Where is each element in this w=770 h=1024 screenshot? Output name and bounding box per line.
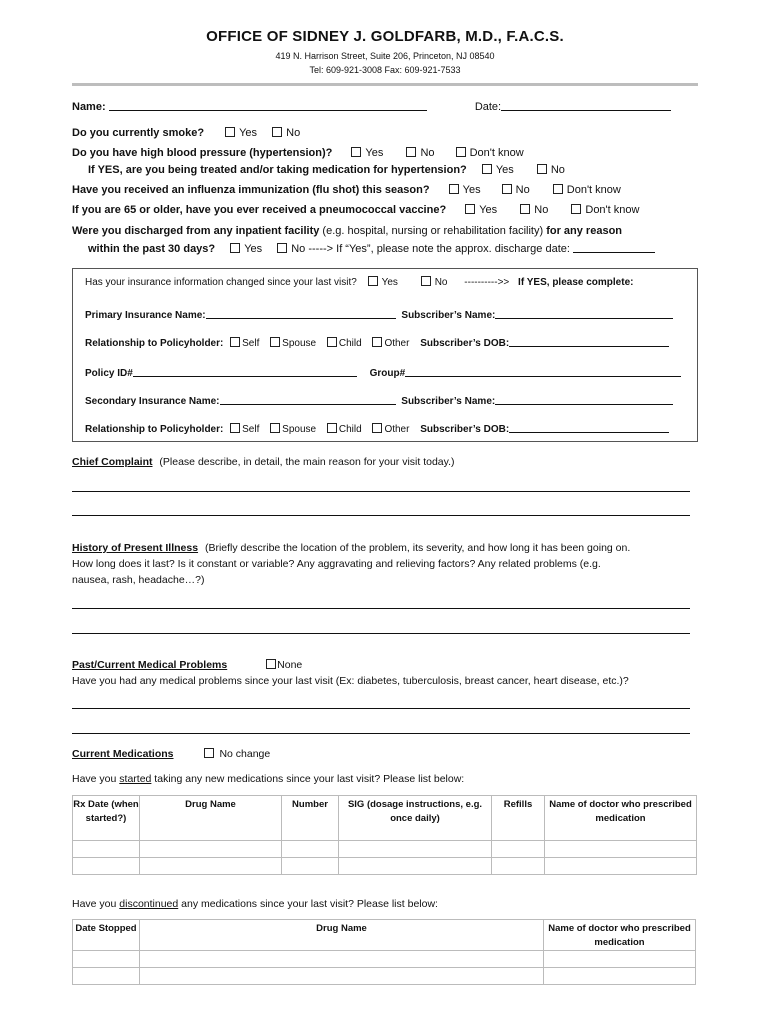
pmh-none-checkbox[interactable]: [266, 659, 276, 669]
pmh-title: Past/Current Medical Problems: [72, 659, 228, 671]
meds-started-post: taking any new medications since your last visit? Please list below:: [151, 773, 465, 785]
subscriber-dob-field[interactable]: [509, 336, 669, 347]
chief-complaint-line-1[interactable]: [72, 491, 690, 492]
flu-yes-checkbox[interactable]: [449, 184, 459, 194]
subscriber-name-label: Subscriber’s Name:: [401, 310, 496, 321]
header-divider: [72, 83, 698, 86]
insurance-section: [72, 268, 698, 442]
bp-dont-know-label: Don't know: [469, 147, 524, 159]
insurance-changed-no-label: No: [434, 277, 448, 288]
secondary-subscriber-name-label: Subscriber’s Name:: [401, 396, 496, 407]
discontinued-medications-table: [72, 919, 696, 985]
insurance-changed-yes-label: Yes: [381, 277, 398, 288]
meds-started-pre: Have you: [72, 773, 120, 785]
smoke-yes-checkbox[interactable]: [225, 127, 235, 137]
col-sig: SIG (dosage instructions, e.g. once daily): [339, 796, 492, 841]
subscriber-name-field[interactable]: [495, 308, 673, 319]
name-field[interactable]: [109, 100, 427, 111]
meds-title: Current Medications: [72, 748, 174, 760]
started-medications-table: [72, 795, 697, 875]
pneumo-no-label: No: [534, 204, 549, 216]
rel-other-checkbox[interactable]: [372, 337, 382, 347]
hpi-title: History of Present Illness: [72, 542, 199, 554]
bp-meds-question: If YES, are you being treated and/or taking medication for hypertension?: [88, 164, 467, 176]
primary-insurance-row: [85, 308, 673, 321]
bp-meds-yes-label: Yes: [495, 164, 514, 176]
meds-no-change-label: No change: [219, 748, 271, 760]
col-refills: Refills: [492, 796, 545, 841]
relationship-row-secondary: [85, 422, 669, 435]
hpi-desc-3: nausea, rash, headache…?): [72, 574, 205, 586]
flu-yes-label: Yes: [462, 184, 481, 196]
meds-started-question: [72, 773, 464, 785]
meds-disc-pre: Have you: [72, 898, 120, 910]
rel2-child-label: Child: [338, 424, 362, 435]
insurance-changed-row: [85, 276, 633, 288]
subscriber-dob-label-secondary: Subscriber’s DOB:: [420, 424, 510, 435]
rel-child-checkbox[interactable]: [327, 337, 337, 347]
hpi-line-1[interactable]: [72, 608, 690, 609]
insurance-if-yes: If YES, please complete:: [518, 277, 634, 288]
insurance-changed-no-checkbox[interactable]: [421, 276, 431, 286]
secondary-insurance-label: Secondary Insurance Name:: [85, 396, 220, 407]
pneumo-question: If you are 65 or older, have you ever received a pneumococcal vaccine?: [72, 204, 447, 216]
bp-yes-checkbox[interactable]: [351, 147, 361, 157]
inpatient-question-example: (e.g. hospital, nursing or rehabilitation facility): [319, 225, 547, 237]
inpatient-question-end: for any reason: [546, 225, 623, 237]
pmh-question: Have you had any medical problems since your last visit (Ex: diabetes, tuberculosis, breast cancer, heart disease, etc.)?: [72, 675, 629, 687]
pneumo-yes-label: Yes: [479, 204, 498, 216]
col-disc-doctor: Name of doctor who prescribed medication: [544, 920, 696, 951]
date-label: Date:: [474, 101, 502, 113]
col-date-stopped: Date Stopped: [73, 920, 140, 951]
table-row[interactable]: [73, 968, 696, 985]
smoke-question-row: [72, 127, 300, 139]
bp-meds-no-label: No: [550, 164, 565, 176]
chief-complaint-heading: [72, 456, 455, 468]
subscriber-dob-field-secondary[interactable]: [509, 422, 669, 433]
policy-id-field[interactable]: [133, 366, 357, 377]
meds-discontinued-question: [72, 898, 438, 910]
smoke-no-checkbox[interactable]: [272, 127, 282, 137]
flu-question: Have you received an influenza immunization (flu shot) this season?: [72, 184, 430, 196]
secondary-subscriber-name-field[interactable]: [495, 394, 673, 405]
insurance-changed-yes-checkbox[interactable]: [368, 276, 378, 286]
col-rx-date: Rx Date (when started?): [73, 796, 140, 841]
bp-dont-know-checkbox[interactable]: [456, 147, 466, 157]
col-number: Number: [282, 796, 339, 841]
rel2-child-checkbox[interactable]: [327, 423, 337, 433]
meds-heading: [72, 748, 270, 760]
rel-spouse-checkbox[interactable]: [270, 337, 280, 347]
group-field[interactable]: [405, 366, 681, 377]
flu-no-checkbox[interactable]: [502, 184, 512, 194]
bp-yes-label: Yes: [365, 147, 384, 159]
inpatient-question-row-2: [88, 242, 655, 255]
pneumo-yes-checkbox[interactable]: [465, 204, 475, 214]
rel-self-checkbox[interactable]: [230, 337, 240, 347]
inpatient-question-row: [72, 225, 622, 237]
relationship-label: Relationship to Policyholder:: [85, 338, 224, 349]
insurance-changed-question: Has your insurance information changed since your last visit?: [85, 277, 357, 288]
pneumo-dont-know-checkbox[interactable]: [571, 204, 581, 214]
secondary-insurance-row: [85, 394, 673, 407]
bp-question-row: [72, 147, 524, 159]
primary-insurance-label: Primary Insurance Name:: [85, 310, 206, 321]
bp-meds-yes-checkbox[interactable]: [482, 164, 492, 174]
bp-meds-question-row: [88, 164, 565, 176]
rel-child-label: Child: [338, 338, 362, 349]
col-disc-drug-name: Drug Name: [140, 920, 544, 951]
office-address: 419 N. Harrison Street, Suite 206, Princeton, NJ 08540: [275, 51, 495, 61]
pmh-none-label: None: [277, 659, 303, 671]
smoke-question: Do you currently smoke?: [72, 127, 205, 139]
rel2-other-label: Other: [384, 424, 410, 435]
flu-no-label: No: [515, 184, 530, 196]
group-label: Group#: [369, 368, 406, 379]
inpatient-no-checkbox[interactable]: [277, 243, 287, 253]
flu-dont-know-label: Don't know: [566, 184, 621, 196]
table-row[interactable]: [73, 951, 696, 968]
table-header-row: [73, 796, 697, 841]
hpi-heading: [72, 542, 630, 554]
col-drug-name: Drug Name: [140, 796, 282, 841]
table-header-row: [73, 920, 696, 951]
inpatient-yes-checkbox[interactable]: [230, 243, 240, 253]
smoke-yes-label: Yes: [239, 127, 258, 139]
secondary-insurance-field[interactable]: [220, 394, 396, 405]
name-label: Name:: [72, 101, 106, 113]
subscriber-dob-label: Subscriber’s DOB:: [420, 338, 510, 349]
relationship-label-secondary: Relationship to Policyholder:: [85, 424, 224, 435]
flu-question-row: [72, 184, 621, 196]
primary-insurance-field[interactable]: [206, 308, 396, 319]
inpatient-no-label: No: [291, 243, 306, 255]
meds-disc-word: discontinued: [119, 898, 179, 910]
pmh-heading: [72, 659, 302, 671]
bp-no-checkbox[interactable]: [406, 147, 416, 157]
col-prescribing-doctor: Name of doctor who prescribed medication: [545, 796, 697, 841]
rel2-other-checkbox[interactable]: [372, 423, 382, 433]
hpi-desc-2: How long does it last? Is it constant or variable? Any aggravating and relieving factors? Any related problems (e.g.: [72, 558, 601, 570]
inpatient-question-period: within the past 30 days?: [88, 243, 216, 255]
bp-meds-no-checkbox[interactable]: [537, 164, 547, 174]
chief-complaint-desc: (Please describe, in detail, the main reason for your visit today.): [159, 456, 455, 468]
rel-spouse-label: Spouse: [282, 338, 317, 349]
pneumo-no-checkbox[interactable]: [520, 204, 530, 214]
hpi-line-2[interactable]: [72, 633, 690, 634]
office-phone: Tel: 609-921-3008 Fax: 609-921-7533: [309, 65, 461, 75]
meds-started-word: started: [119, 773, 152, 785]
pneumo-dont-know-label: Don't know: [585, 204, 640, 216]
office-title: OFFICE OF SIDNEY J. GOLDFARB, M.D., F.A.C.S.: [206, 28, 564, 45]
rel-other-label: Other: [384, 338, 410, 349]
rel2-spouse-label: Spouse: [282, 424, 317, 435]
table-row[interactable]: [73, 858, 697, 875]
policy-id-label: Policy ID#: [85, 368, 133, 379]
inpatient-yes-label: Yes: [244, 243, 263, 255]
rel-self-label: Self: [242, 338, 260, 349]
policy-group-row: [85, 366, 681, 379]
inpatient-question-start: Were you discharged from any inpatient facility: [72, 225, 320, 237]
meds-no-change-checkbox[interactable]: [204, 748, 214, 758]
rel2-self-checkbox[interactable]: [230, 423, 240, 433]
name-date-row: [72, 100, 671, 113]
pneumo-question-row: [72, 204, 639, 216]
bp-question: Do you have high blood pressure (hypertension)?: [72, 147, 333, 159]
meds-disc-post: any medications since your last visit? Please list below:: [178, 898, 438, 910]
discharge-date-field[interactable]: [573, 242, 655, 253]
insurance-arrow: ---------->>: [464, 277, 510, 288]
rel2-spouse-checkbox[interactable]: [270, 423, 280, 433]
pmh-line-2[interactable]: [72, 733, 690, 734]
inpatient-followup-text: -----> If “Yes”, please note the approx. discharge date:: [308, 243, 570, 255]
smoke-no-label: No: [286, 127, 301, 139]
flu-dont-know-checkbox[interactable]: [553, 184, 563, 194]
relationship-row-primary: [85, 336, 669, 349]
hpi-desc-1: (Briefly describe the location of the problem, its severity, and how long it has been going on.: [204, 542, 631, 554]
table-row[interactable]: [73, 841, 697, 858]
chief-complaint-line-2[interactable]: [72, 515, 690, 516]
pmh-line-1[interactable]: [72, 708, 690, 709]
bp-no-label: No: [420, 147, 435, 159]
date-field[interactable]: [501, 100, 671, 111]
rel2-self-label: Self: [242, 424, 260, 435]
chief-complaint-title: Chief Complaint: [72, 456, 153, 468]
